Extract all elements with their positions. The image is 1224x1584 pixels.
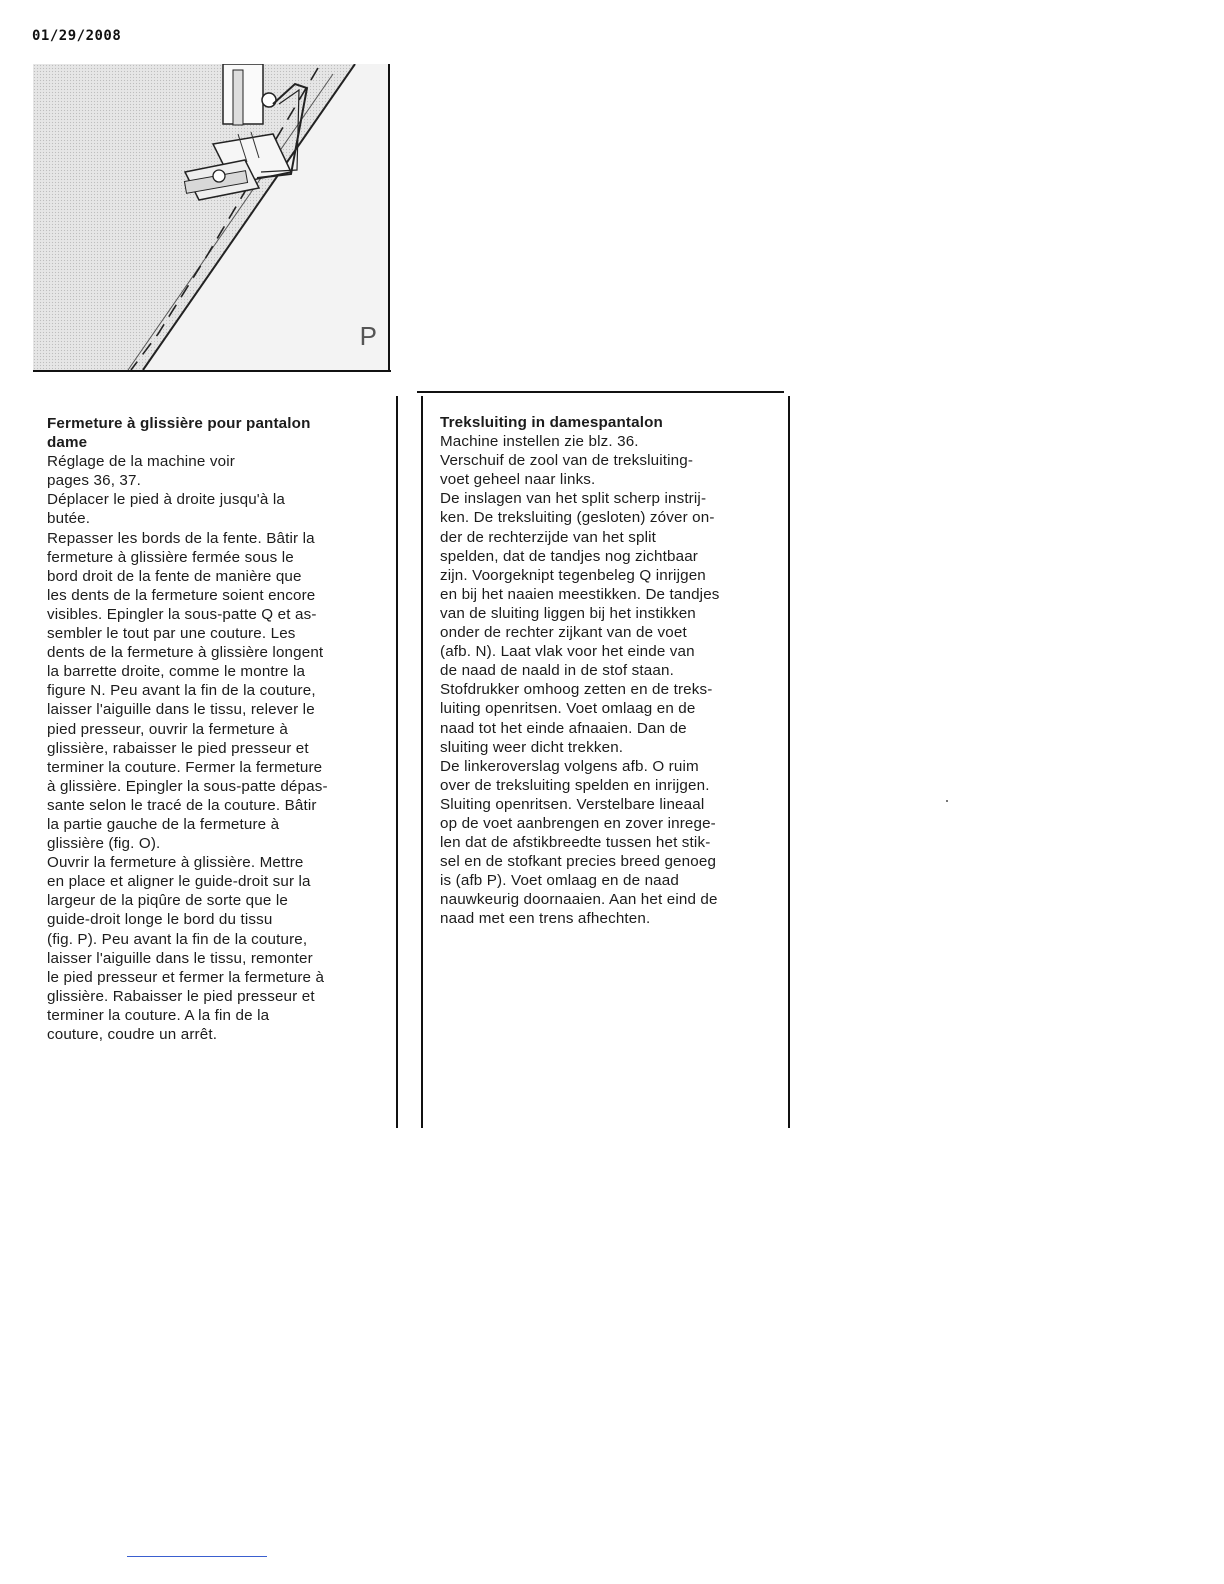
dutch-text-line: sluiting weer dicht trekken. — [440, 738, 624, 756]
dutch-text-line: Stofdrukker omhoog zetten en de treks- — [440, 681, 713, 699]
french-text-line: glissière, rabaisser le pied presseur et — [47, 739, 309, 757]
french-title-line: dame — [47, 434, 88, 452]
french-text-line: largeur de la piqûre de sorte que le — [47, 892, 288, 910]
dutch-text-line: der de rechterzijde van het split — [440, 528, 657, 546]
french-text-line: butée. — [47, 510, 91, 528]
french-text-line: sante selon le tracé de la couture. Bâtir — [47, 796, 317, 814]
dutch-text-line: nauwkeurig doornaaien. Aan het eind de — [440, 891, 718, 909]
sewing-foot-drawing — [33, 64, 391, 370]
column-rule-fr-right — [396, 396, 398, 1128]
dutch-text-line: ken. De treksluiting (gesloten) zóver on- — [440, 509, 715, 527]
dutch-instructions — [440, 413, 776, 929]
section-divider-left — [33, 370, 391, 372]
french-text-line: pages 36, 37. — [47, 472, 141, 490]
french-text-line: dents de la fermeture à glissière longent — [47, 644, 324, 662]
dutch-text-line: Sluiting openritsen. Verstelbare lineaal — [440, 795, 705, 813]
dutch-text-line: voet geheel naar links. — [440, 471, 596, 489]
dutch-text-line: onder de rechter zijkant van de voet — [440, 624, 687, 642]
french-text-line: visibles. Epingler la sous-patte Q et as- — [47, 605, 317, 623]
french-text-line: Réglage de la machine voir — [47, 453, 235, 471]
french-text-line: laisser l'aiguille dans le tissu, remonter — [47, 949, 313, 967]
dutch-text-line: de naad de naald in de stof staan. — [440, 662, 674, 680]
column-rule-nl-left — [421, 396, 423, 1128]
dutch-body — [440, 432, 776, 928]
dutch-text-line: is (afb P). Voet omlaag en de naad — [440, 872, 679, 890]
dutch-text-line: over de treksluiting spelden en inrijgen. — [440, 776, 710, 794]
sewing-foot-illustration — [33, 64, 391, 370]
french-text-line: les dents de la fermeture soient encore — [47, 586, 316, 604]
section-divider-right — [417, 391, 784, 393]
dutch-text-line: spelden, dat de tandjes nog zichtbaar — [440, 547, 699, 565]
dutch-text-line: len dat de afstikbreedte tussen het stik- — [440, 834, 711, 852]
french-title-line: Fermeture à glissière pour pantalon — [47, 415, 311, 432]
french-text-line: guide-droit longe le bord du tissu — [47, 911, 273, 929]
french-text-line: à glissière. Epingler la sous-patte dépas- — [47, 777, 328, 795]
french-text-line: laisser l'aiguille dans le tissu, relever le — [47, 701, 315, 719]
french-text-line: le pied presseur et fermer la fermeture à — [47, 968, 325, 986]
print-date: 01/29/2008 — [32, 28, 122, 44]
french-text-line: en place et aligner le guide-droit sur la — [47, 873, 311, 891]
french-text-line: glissière (fig. O). — [47, 835, 161, 853]
dutch-text-line: op de voet aanbrengen en zover inrege- — [440, 814, 716, 832]
dutch-text-line: zijn. Voorgeknipt tegenbeleg Q inrijgen — [440, 566, 706, 584]
dutch-text-line: (afb. N). Laat vlak voor het einde van — [440, 643, 695, 661]
dutch-text-line: van de sluiting liggen bij het instikken — [440, 604, 696, 622]
dutch-text-line: luiting openritsen. Voet omlaag en de — [440, 700, 696, 718]
dutch-text-line: en bij het naaien meestikken. De tandjes — [440, 585, 720, 603]
french-text-line: pied presseur, ouvrir la fermeture à — [47, 720, 288, 738]
french-text-line: Déplacer le pied à droite jusqu'à la — [47, 491, 285, 509]
french-text-line: sembler le tout par une couture. Les — [47, 625, 296, 643]
french-text-line: terminer la couture. Fermer la fermeture — [47, 758, 323, 776]
dutch-text-line: De linkeroverslag volgens afb. O ruim — [440, 757, 699, 775]
french-text-line: Repasser les bords de la fente. Bâtir la — [47, 529, 315, 547]
french-text-line: figure N. Peu avant la fin de la couture, — [47, 682, 316, 700]
french-text-line: la partie gauche de la fermeture à — [47, 815, 280, 833]
french-instructions — [47, 414, 383, 1044]
french-text-line: terminer la couture. A la fin de la — [47, 1006, 270, 1024]
footer-rule — [127, 1556, 267, 1557]
french-text-line: bord droit de la fente de manière que — [47, 567, 302, 585]
french-text-line: la barrette droite, comme le montre la — [47, 663, 306, 681]
dutch-text-line: sel en de stofkant precies breed genoeg — [440, 853, 717, 871]
dutch-title: Treksluiting in damespantalon — [440, 414, 663, 431]
french-text-line: Ouvrir la fermeture à glissière. Mettre — [47, 854, 304, 872]
column-rule-nl-right — [788, 396, 790, 1128]
dutch-text-line: naad tot het einde afnaaien. Dan de — [440, 719, 687, 737]
dutch-text-line: Verschuif de zool van de treksluiting- — [440, 452, 694, 470]
french-text-line: glissière. Rabaisser le pied presseur et — [47, 987, 315, 1005]
french-text-line: (fig. P). Peu avant la fin de la couture, — [47, 930, 308, 948]
dutch-text-line: naad met een trens afhechten. — [440, 910, 651, 928]
dutch-text-line: Machine instellen zie blz. 36. — [440, 433, 639, 451]
dutch-text-line: De inslagen van het split scherp instrij- — [440, 490, 707, 508]
figure-label: P — [359, 321, 377, 351]
french-text-line: fermeture à glissière fermée sous le — [47, 548, 294, 566]
scan-speck — [946, 800, 948, 802]
french-body — [47, 452, 383, 1044]
french-text-line: couture, coudre un arrêt. — [47, 1026, 218, 1043]
